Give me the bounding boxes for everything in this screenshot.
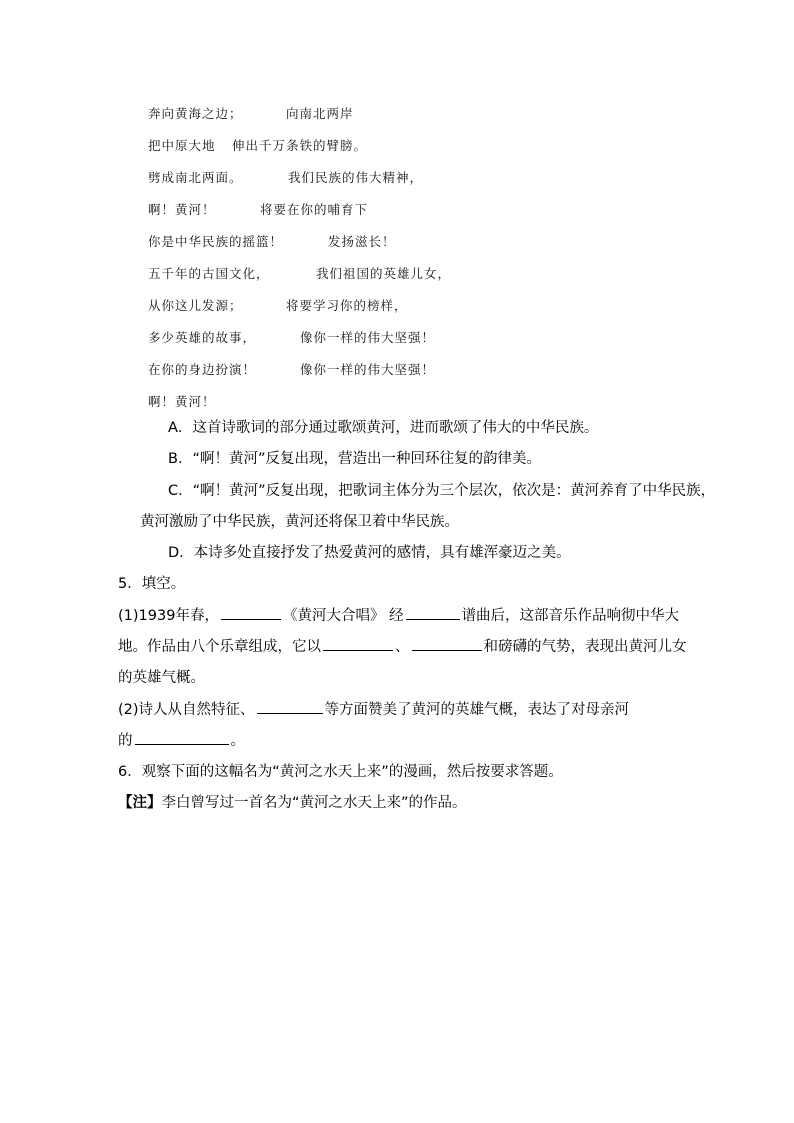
- poem-block: [148, 100, 708, 420]
- poem-row: [148, 228, 708, 260]
- question-5-part2-line2: [118, 729, 245, 750]
- note-label: 【注】: [118, 795, 162, 811]
- poem-left-line: 把中原大地: [148, 138, 216, 153]
- poem-right-line: 我们祖国的英雄儿女，: [316, 266, 452, 281]
- poem-left-line: 五千年的古国文化，: [148, 266, 270, 281]
- answer-blank[interactable]: [323, 636, 393, 651]
- poem-right-line: 伸出千万条铁的臂膀。: [232, 138, 368, 153]
- poem-right-line: 将要在你的哺育下: [260, 202, 369, 217]
- poem-left-line: 在你的身边扮演！: [148, 362, 257, 377]
- poem-right-line: 像你一样的伟大坚强！: [300, 362, 436, 377]
- poem-left-line: 劈成南北两面。: [148, 170, 243, 185]
- question-5-part1-line1: [118, 604, 679, 625]
- poem-right-line: 向南北两岸: [286, 106, 354, 121]
- poem-left-line: 你是中华民族的摇篮！: [148, 234, 284, 249]
- answer-blank[interactable]: [406, 605, 460, 620]
- poem-row: [148, 196, 708, 228]
- q5-p1-text-b: 《黄河大合唱》 经: [282, 608, 404, 624]
- question-5-part1-line3: 的英雄气概。: [118, 670, 205, 686]
- question-5-part1-line2: [118, 635, 687, 656]
- poem-row: [148, 100, 708, 132]
- q5-p1-text-e: 、: [395, 639, 410, 655]
- question-5-part2-line1: [118, 698, 629, 719]
- option-c-line2: 黄河激励了中华民族，黄河还将保卫着中华民族。: [140, 514, 459, 530]
- poem-right-line: 发扬滋长！: [328, 234, 396, 249]
- option-b: B．“啊！黄河”反复出现，营造出一种回环往复的韵律美。: [168, 451, 541, 467]
- q5-p1-text-c: 谱曲后，这部音乐作品响彻中华大: [461, 608, 680, 624]
- poem-right-line: 将要学习你的榜样，: [286, 298, 408, 313]
- question-6-title: 6．观察下面的这幅名为“黄河之水天上来”的漫画，然后按要求答题。: [118, 764, 563, 780]
- option-d: D．本诗多处直接抒发了热爱黄河的感情，具有雄浑豪迈之美。: [168, 545, 571, 561]
- poem-left-line: 从你这儿发源；: [148, 298, 243, 313]
- poem-row: [148, 164, 708, 196]
- q5-p2-text-d: 。: [230, 733, 245, 749]
- poem-left-line: 多少英雄的故事，: [148, 330, 257, 345]
- option-c-line1: C．“啊！黄河”反复出现，把歌词主体分为三个层次，依次是：黄河养育了中华民族，: [168, 483, 716, 499]
- q5-p1-text-f: 和磅礴的气势，表现出黄河儿女: [483, 639, 687, 655]
- poem-row: [148, 260, 708, 292]
- question-6-note: [118, 791, 467, 812]
- poem-row: [148, 132, 708, 164]
- poem-left-line: 奔向黄海之边；: [148, 106, 243, 121]
- poem-left-line: 啊！黄河！: [148, 394, 216, 409]
- poem-right-line: 像你一样的伟大坚强！: [300, 330, 436, 345]
- poem-right-line: 我们民族的伟大精神，: [288, 170, 424, 185]
- q5-p2-text-a: (2)诗人从自然特征、: [118, 702, 255, 718]
- answer-blank[interactable]: [221, 605, 281, 620]
- q5-p2-text-c: 的: [118, 733, 133, 749]
- poem-row: [148, 292, 708, 324]
- answer-blank[interactable]: [257, 699, 323, 714]
- q5-p1-text-d: 地。作品由八个乐章组成，它以: [118, 639, 321, 655]
- poem-row: [148, 356, 708, 388]
- answer-blank[interactable]: [135, 730, 229, 745]
- q5-p1-text-a: (1)1939年春，: [118, 608, 219, 624]
- option-a: A．这首诗歌词的部分通过歌颂黄河，进而歌颂了伟大的中华民族。: [168, 420, 599, 436]
- poem-left-line: 啊！黄河！: [148, 202, 216, 217]
- q5-p2-text-b: 等方面赞美了黄河的英雄气概，表达了对母亲河: [324, 702, 630, 718]
- note-text: 李白曾写过一首名为“黄河之水天上来”的作品。: [161, 795, 467, 811]
- answer-blank[interactable]: [412, 636, 482, 651]
- question-5-title: 5．填空。: [118, 576, 186, 592]
- poem-row: [148, 324, 708, 356]
